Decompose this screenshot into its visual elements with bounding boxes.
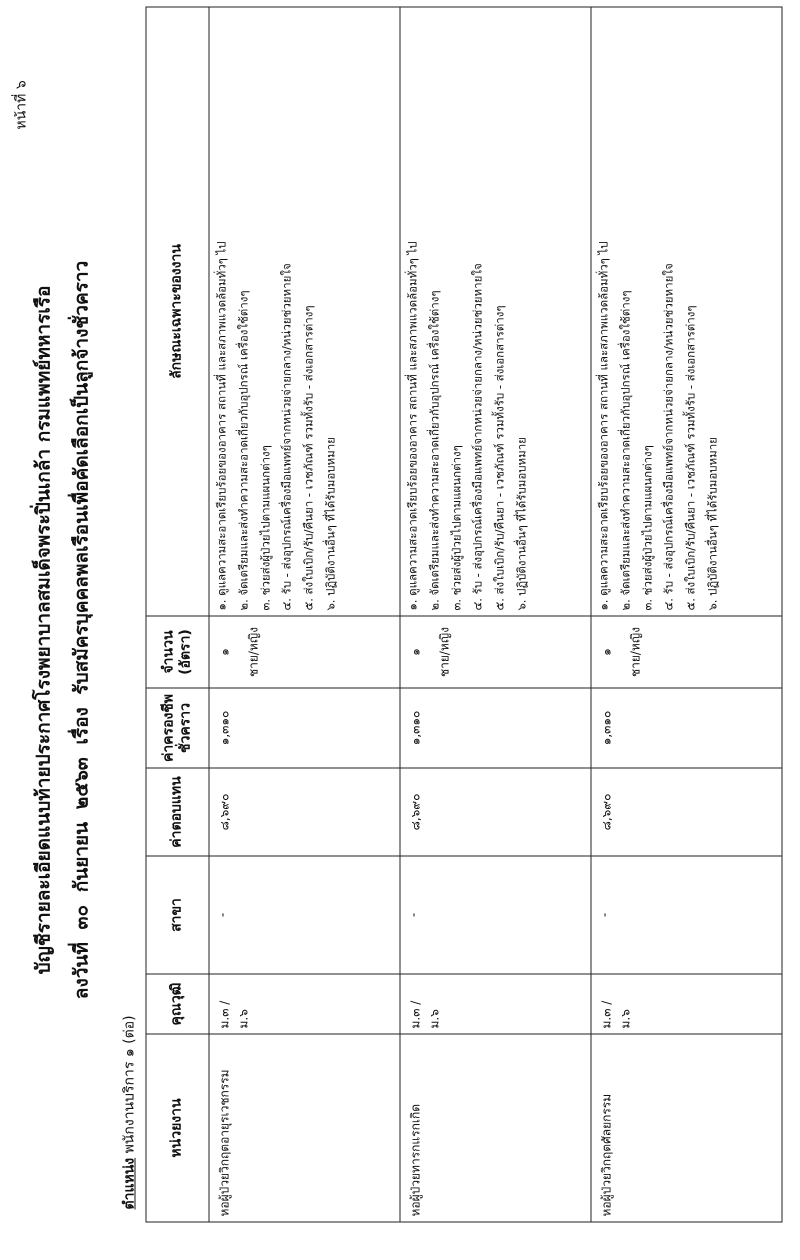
duty-item: ๕. ส่งใบเบิก/รับ/คืนยา - เวชภัณฑ์ รวมทั้งรับ - ส่งเอกสารต่างๆ	[301, 305, 316, 611]
quantity-value: ๑	[599, 648, 613, 656]
position-line	[118, 1015, 140, 1209]
cell-living-allowance: ๑,๓๑๐	[209, 688, 400, 768]
cell-duties	[209, 7, 400, 616]
duty-item: ๓. ช่วยส่งผู้ป่วยไปตามแผนกต่างๆ	[257, 445, 272, 611]
date-day: ๓๐	[70, 904, 92, 930]
duty-item: ๔. รับ - ส่งอุปกรณ์เครื่องมือแพทย์จากหน่วยจ่ายกลาง/หน่วยช่วยหายใจ	[470, 263, 485, 611]
table-header-row	[146, 7, 209, 1222]
cell-unit: หอผู้ป่วยวิกฤตอายุรเวชกรรม	[209, 1034, 400, 1222]
duty-item: ๑. ดูแลความสะอาดเรียบร้อยของอาคาร สถานที่ และสภาพแวดล้อมทั่วๆ ไป	[405, 241, 419, 611]
cell-field: -	[400, 856, 591, 974]
date-label: ลงวันที่	[70, 942, 92, 1000]
cell-living-allowance: ๑,๓๑๐	[591, 688, 782, 768]
header-unit: หน่วยงาน	[146, 1034, 209, 1222]
quantity-gender: ชาย/หญิง	[628, 627, 642, 677]
cell-qualification: ม.๓ / ม.๖	[209, 974, 400, 1034]
table-row	[209, 7, 400, 1222]
cell-duties	[400, 7, 591, 616]
cell-unit: หอผู้ป่วยวิกฤตศัลยกรรม	[591, 1034, 782, 1222]
cell-compensation: ๘,๖๙๐	[209, 768, 400, 856]
duty-item: ๒. จัดเตรียมและส่งทำความสะอาดเกี่ยวกับอุปกรณ์ เครื่องใช้ต่างๆ	[617, 290, 632, 611]
table-row	[591, 7, 782, 1222]
duty-item: ๒. จัดเตรียมและส่งทำความสะอาดเกี่ยวกับอุปกรณ์ เครื่องใช้ต่างๆ	[235, 290, 250, 611]
cell-quantity	[209, 616, 400, 688]
duty-item: ๖. ปฏิบัติงานอื่นๆ ที่ได้รับมอบหมาย	[704, 437, 719, 611]
subject-text: รับสมัครบุคคลพลเรือนเพื่อคัดเลือกเป็นลูกจ้างชั่วคราว	[70, 260, 92, 695]
duty-item: ๕. ส่งใบเบิก/รับ/คืนยา - เวชภัณฑ์ รวมทั้งรับ - ส่งเอกสารต่างๆ	[683, 305, 698, 611]
page-number: หน้าที่ ๖	[13, 80, 29, 130]
duty-item: ๕. ส่งใบเบิก/รับ/คืนยา - เวชภัณฑ์ รวมทั้งรับ - ส่งเอกสารต่างๆ	[492, 305, 507, 611]
cell-compensation: ๘,๖๙๐	[591, 768, 782, 856]
header-field: สาขา	[146, 856, 209, 974]
quantity-value: ๑	[217, 648, 231, 656]
duty-item: ๖. ปฏิบัติงานอื่นๆ ที่ได้รับมอบหมาย	[322, 437, 337, 611]
position-value: พนักงานบริการ ๑ (ต่อ)	[121, 1015, 137, 1154]
date-year: ๒๕๖๓	[70, 757, 92, 810]
cell-living-allowance: ๑,๓๑๐	[400, 688, 591, 768]
header-duties: ลักษณะเฉพาะของงาน	[146, 7, 209, 616]
duty-item: ๓. ช่วยส่งผู้ป่วยไปตามแผนกต่างๆ	[639, 445, 654, 611]
header-living-allowance: ค่าครองชีพชั่วคราว	[146, 688, 209, 768]
subject-label: เรื่อง	[70, 707, 92, 745]
position-label: ตำแหน่ง	[121, 1157, 137, 1210]
date-month: กันยายน	[70, 821, 92, 893]
header-compensation: ค่าตอบแทน	[146, 768, 209, 856]
vacancy-table	[145, 7, 782, 1223]
cell-field: -	[209, 856, 400, 974]
duty-item: ๖. ปฏิบัติงานอื่นๆ ที่ได้รับมอบหมาย	[513, 437, 528, 611]
duty-item: ๑. ดูแลความสะอาดเรียบร้อยของอาคาร สถานที่ และสภาพแวดล้อมทั่วๆ ไป	[596, 241, 610, 611]
rotated-page	[0, 1, 800, 1260]
duty-item: ๑. ดูแลความสะอาดเรียบร้อยของอาคาร สถานที่ และสภาพแวดล้อมทั่วๆ ไป	[214, 241, 228, 611]
quantity-gender: ชาย/หญิง	[437, 627, 451, 677]
table-row	[400, 7, 591, 1222]
cell-unit: หอผู้ป่วยทารกแรกเกิด	[400, 1034, 591, 1222]
duty-item: ๔. รับ - ส่งอุปกรณ์เครื่องมือแพทย์จากหน่วยจ่ายกลาง/หน่วยช่วยหายใจ	[661, 263, 676, 611]
duty-item: ๓. ช่วยส่งผู้ป่วยไปตามแผนกต่างๆ	[448, 445, 463, 611]
document-subtitle	[66, 1, 96, 1260]
cell-field: -	[591, 856, 782, 974]
duty-item: ๒. จัดเตรียมและส่งทำความสะอาดเกี่ยวกับอุปกรณ์ เครื่องใช้ต่างๆ	[426, 290, 441, 611]
cell-compensation: ๘,๖๙๐	[400, 768, 591, 856]
document-title: บัญชีรายละเอียดแนบท้ายประกาศโรงพยาบาลสมเด็จพระปิ่นเกล้า กรมแพทย์ทหารเรือ	[32, 285, 54, 975]
cell-qualification: ม.๓ / ม.๖	[400, 974, 591, 1034]
header-quantity: จำนวน (อัตรา)	[146, 616, 209, 688]
cell-quantity	[591, 616, 782, 688]
cell-duties	[591, 7, 782, 616]
cell-quantity	[400, 616, 591, 688]
quantity-gender: ชาย/หญิง	[246, 627, 260, 677]
quantity-value: ๑	[408, 648, 422, 656]
cell-qualification: ม.๓ / ม.๖	[591, 974, 782, 1034]
duty-item: ๔. รับ - ส่งอุปกรณ์เครื่องมือแพทย์จากหน่วยจ่ายกลาง/หน่วยช่วยหายใจ	[279, 263, 294, 611]
header-qualification: คุณวุฒิ	[146, 974, 209, 1034]
